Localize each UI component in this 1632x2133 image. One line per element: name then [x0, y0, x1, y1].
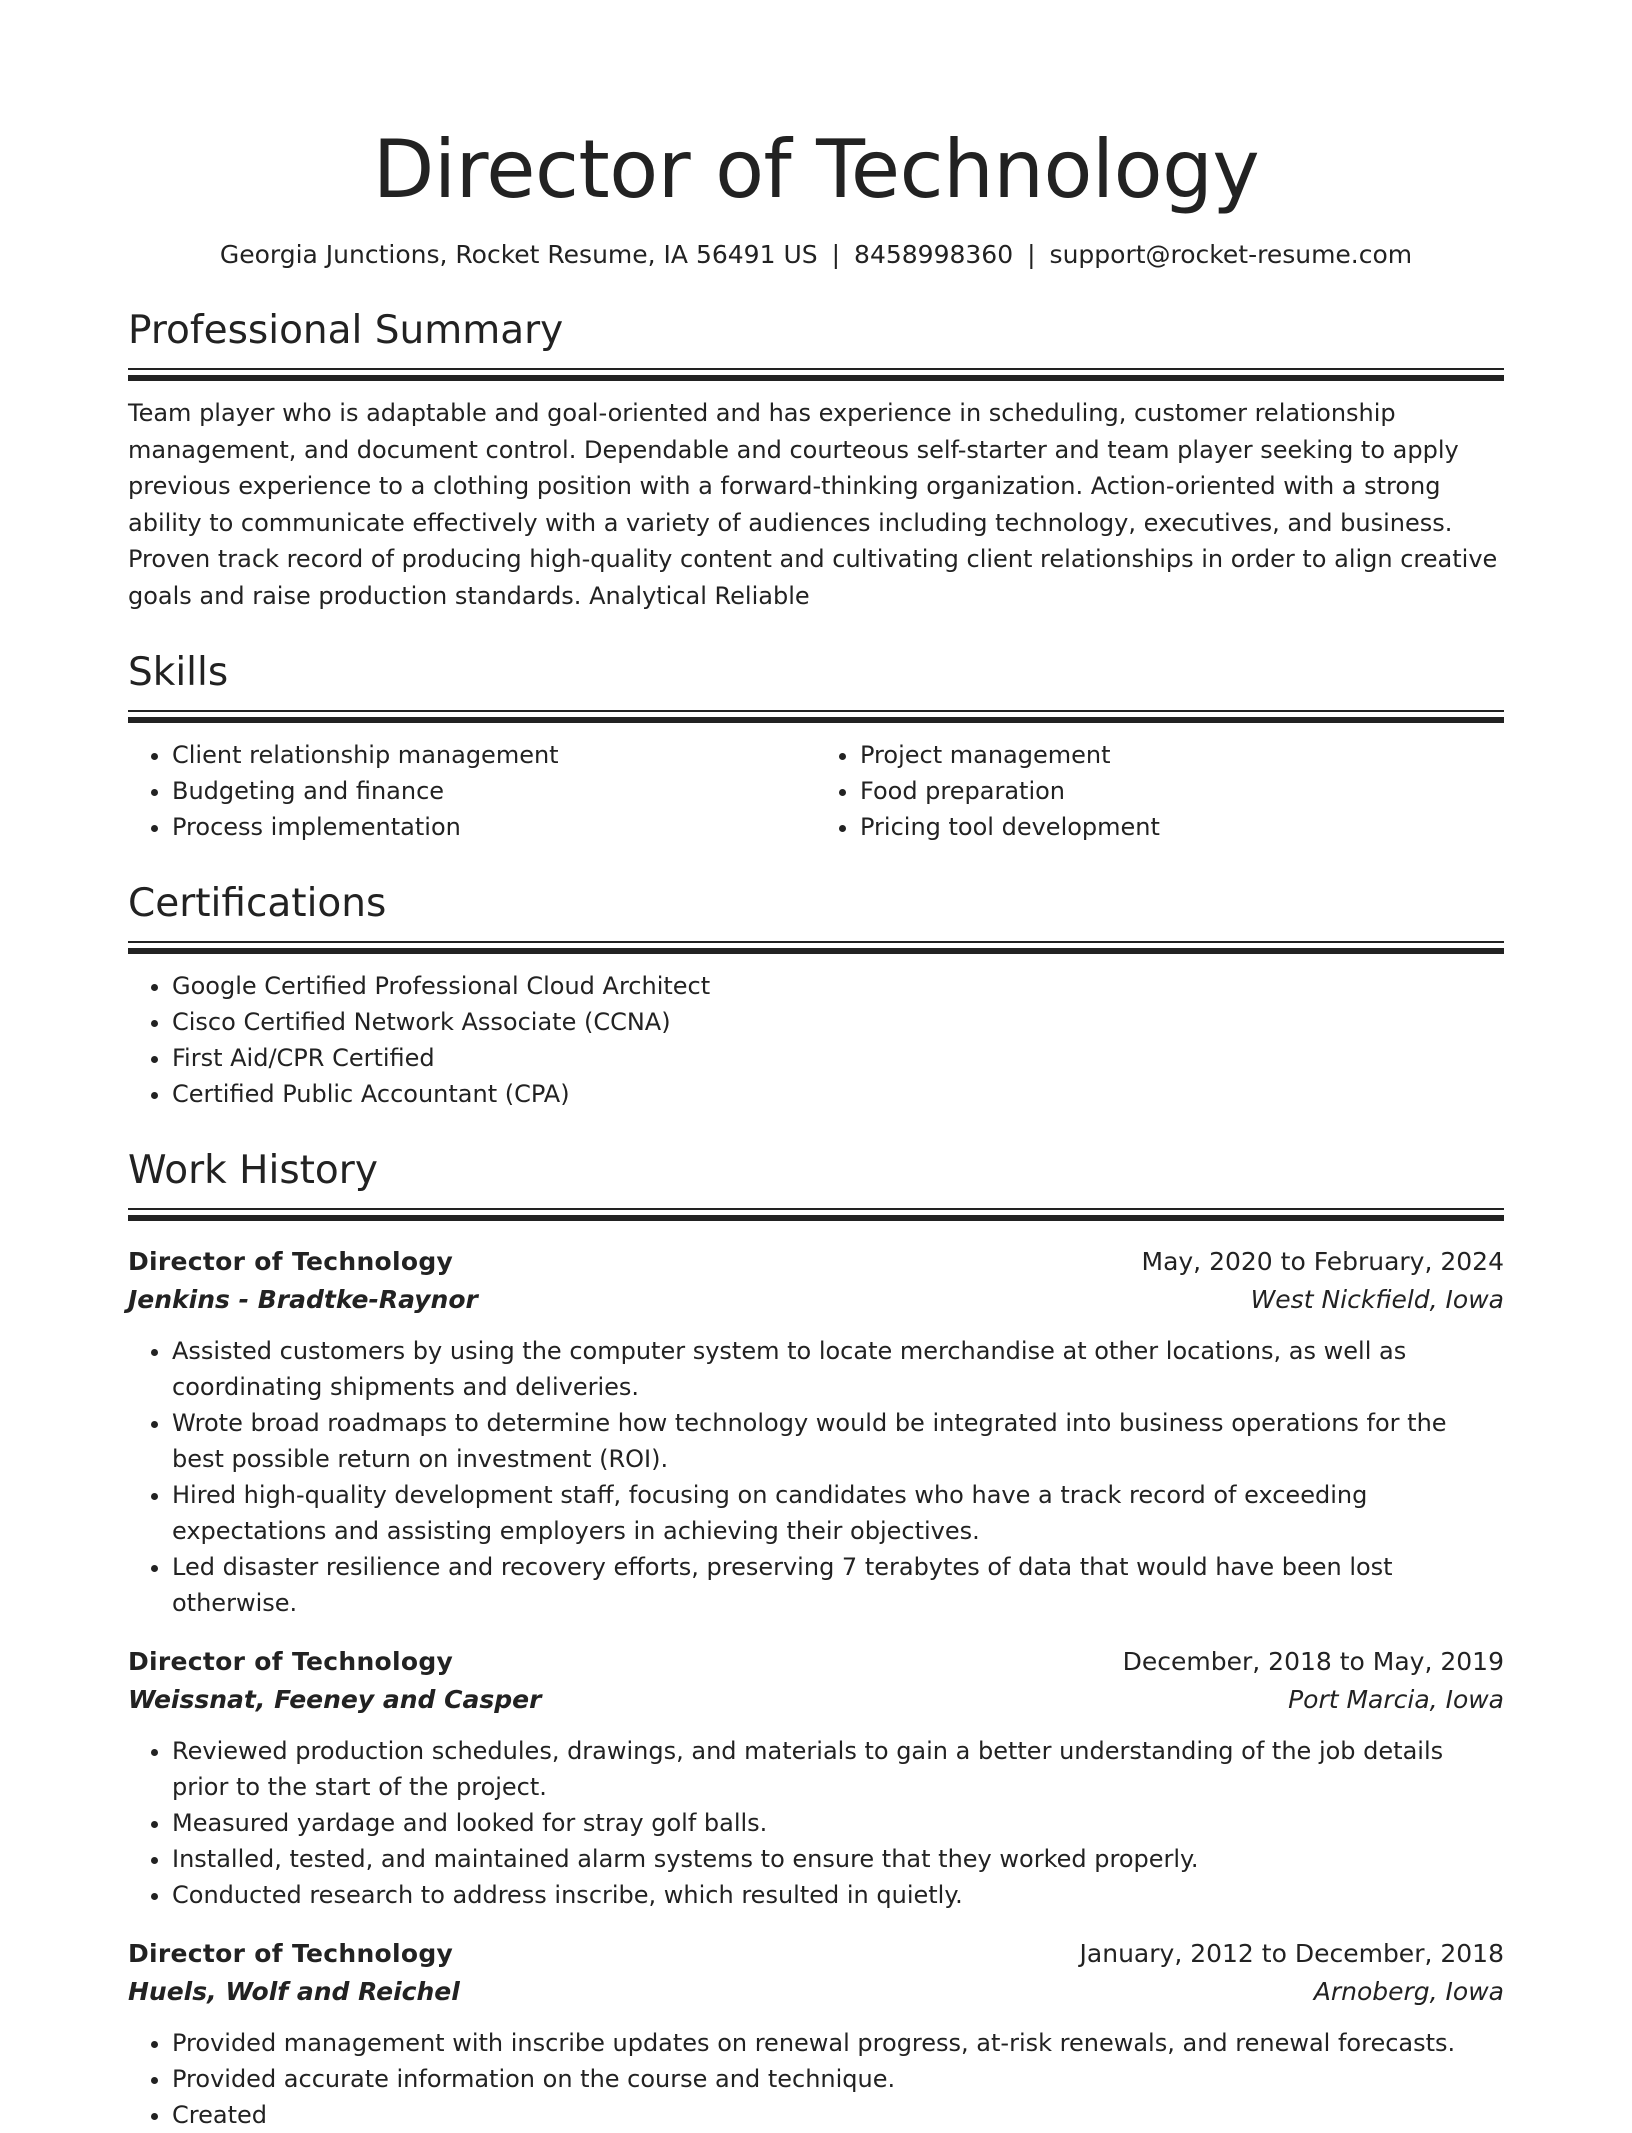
certification-item: • First Aid/CPR Certified — [172, 1040, 1504, 1076]
skill-item: • Budgeting and finance — [172, 773, 816, 809]
contact-line — [128, 238, 1504, 272]
certifications-section — [128, 879, 1504, 1112]
skills-list-left — [128, 737, 816, 845]
job-header-row — [128, 1643, 1504, 1681]
job-bullets — [128, 1733, 1504, 1913]
job-header-row — [128, 1243, 1504, 1281]
job-bullet: • Provided management with inscribe updates on renewal progress, at-risk renewals, and renewal forecasts. — [172, 2025, 1504, 2061]
job-title: Director of Technology — [128, 1247, 454, 1276]
summary-text: Team player who is adaptable and goal-oriented and has experience in scheduling, customer relationship management, and document control. Dependable and courteous self-starter and team player seeking to apply previous experience to a clothing position with a forward-thinking organization. Action-oriented with a strong ability to communicate effectively with a variety of audiences including technology, executives, and business. Proven track record of producing high-quality content and cultivating client relationships in order to align creative goals and raise production standards. Analytical Reliable — [128, 399, 1498, 610]
job-company-row — [128, 1681, 1504, 1719]
job-location: Port Marcia, Iowa — [1288, 1685, 1504, 1714]
job-dates: December, 2018 to May, 2019 — [1122, 1647, 1504, 1676]
contact-email: support@rocket-resume.com — [1049, 240, 1413, 269]
certification-item: • Google Certified Professional Cloud Architect — [172, 968, 1504, 1004]
section-title-skills: Skills — [128, 650, 229, 695]
job-location: West Nickfield, Iowa — [1250, 1285, 1504, 1314]
job-company-row — [128, 1281, 1504, 1319]
contact-separator: | — [831, 240, 841, 269]
section-title-certifications: Certifications — [128, 881, 387, 926]
work-history-section — [128, 1146, 1504, 2133]
job-title: Director of Technology — [128, 1939, 454, 1968]
job-title: Director of Technology — [128, 1647, 454, 1676]
job-header-row — [128, 1935, 1504, 1973]
section-title-summary: Professional Summary — [128, 308, 564, 353]
section-divider — [128, 1208, 1504, 1221]
contact-address: Georgia Junctions, Rocket Resume, IA 56491 US — [219, 240, 818, 269]
job-bullet: • Conducted research to address inscribe, which resulted in quietly. — [172, 1877, 1504, 1913]
job-entry — [128, 1643, 1504, 1913]
skill-item: • Process implementation — [172, 809, 816, 845]
skill-item: • Client relationship management — [172, 737, 816, 773]
job-bullets — [128, 1333, 1504, 1621]
section-divider — [128, 368, 1504, 381]
skills-columns — [128, 737, 1504, 845]
job-bullet: • Led disaster resilience and recovery efforts, preserving 7 terabytes of data that would have been lost otherwise. — [172, 1549, 1504, 1621]
resume-name: Director of Technology — [372, 123, 1260, 216]
job-bullets — [128, 2025, 1504, 2133]
job-company: Weissnat, Feeney and Casper — [128, 1685, 542, 1714]
job-location: Arnoberg, Iowa — [1313, 1977, 1504, 2006]
job-bullet: • Provided accurate information on the course and technique. — [172, 2061, 1504, 2097]
skill-item: • Project management — [860, 737, 1504, 773]
certification-item: • Certified Public Accountant (CPA) — [172, 1076, 1504, 1112]
job-bullet: • Created — [172, 2097, 1504, 2133]
contact-phone: 8458998360 — [854, 240, 1014, 269]
section-title-work-history: Work History — [128, 1148, 378, 1193]
skill-item: • Food preparation — [860, 773, 1504, 809]
summary-section — [128, 306, 1504, 614]
job-entry — [128, 1935, 1504, 2133]
job-bullet: • Hired high-quality development staff, focusing on candidates who have a track record of exceeding expectations and assisting employers in achieving their objectives. — [172, 1477, 1504, 1549]
job-bullet: • Wrote broad roadmaps to determine how technology would be integrated into business operations for the best possible return on investment (ROI). — [172, 1405, 1504, 1477]
job-bullet: • Installed, tested, and maintained alarm systems to ensure that they worked properly. — [172, 1841, 1504, 1877]
job-entry — [128, 1243, 1504, 1621]
skill-item: • Pricing tool development — [860, 809, 1504, 845]
certification-item: • Cisco Certified Network Associate (CCNA) — [172, 1004, 1504, 1040]
certifications-list — [128, 968, 1504, 1112]
skills-section — [128, 648, 1504, 845]
job-bullet: • Measured yardage and looked for stray golf balls. — [172, 1805, 1504, 1841]
job-bullet: • Reviewed production schedules, drawings, and materials to gain a better understanding of the job details prior to the start of the project. — [172, 1733, 1504, 1805]
job-company: Huels, Wolf and Reichel — [128, 1977, 460, 2006]
job-bullet: • Assisted customers by using the computer system to locate merchandise at other locations, as well as coordinating shipments and deliveries. — [172, 1333, 1504, 1405]
job-company-row — [128, 1973, 1504, 2011]
job-dates: May, 2020 to February, 2024 — [1141, 1247, 1504, 1276]
job-company: Jenkins - Bradtke-Raynor — [128, 1285, 478, 1314]
section-divider — [128, 941, 1504, 954]
skills-list-right — [816, 737, 1504, 845]
job-dates: January, 2012 to December, 2018 — [1079, 1939, 1504, 1968]
contact-separator: | — [1027, 240, 1036, 269]
section-divider — [128, 710, 1504, 723]
